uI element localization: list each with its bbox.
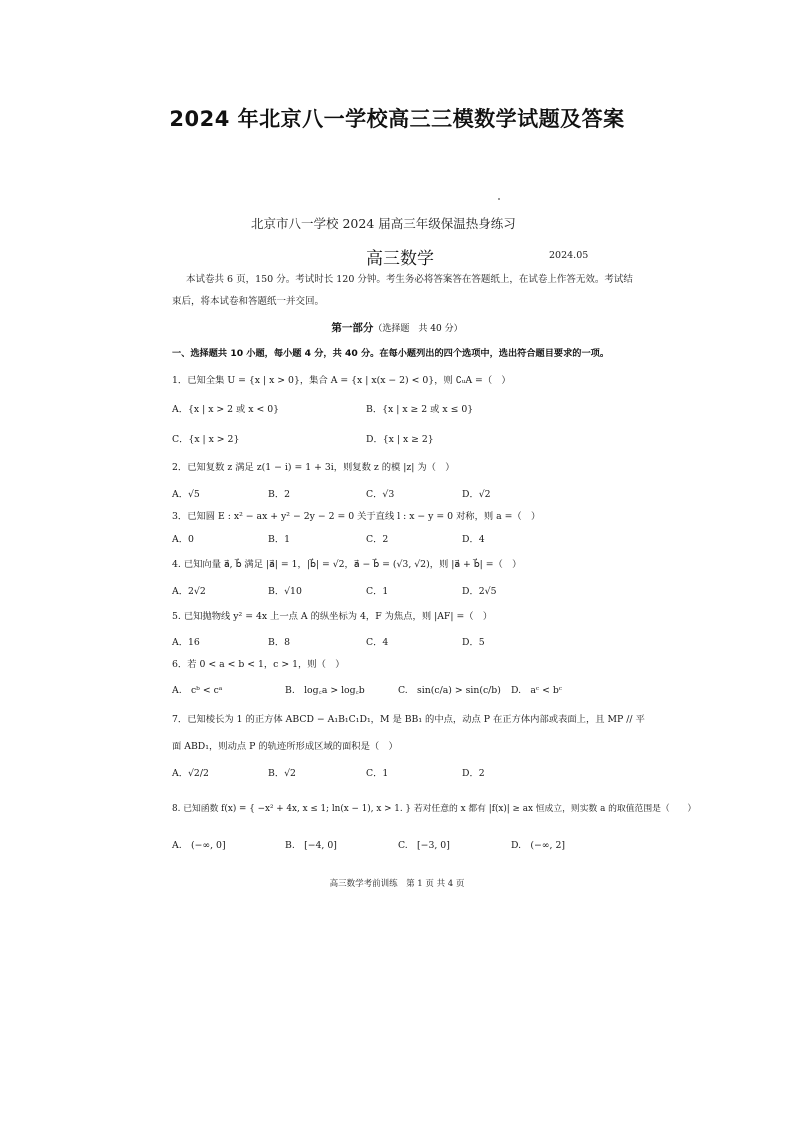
q7-option-c: C．1 xyxy=(366,768,389,779)
q8-option-b: B. [−4, 0] xyxy=(285,840,337,851)
q5-option-c: C．4 xyxy=(366,637,389,648)
question-7-stem: 7．已知棱长为 1 的正方体 ABCD − A₁B₁C₁D₁，M 是 BB₁ 的中点，动点 P 在正方体内部或表面上，且 MP // 平 xyxy=(172,714,645,725)
question-2-stem: 2．已知复数 z 满足 z(1 − i) = 1 + 3i，则复数 z 的模 |z| 为（ ） xyxy=(172,462,455,473)
q4-option-d: D．2√5 xyxy=(462,586,497,597)
q4-option-b: B．√10 xyxy=(268,586,302,597)
q7-option-b: B．√2 xyxy=(268,768,296,779)
q3-option-a: A．0 xyxy=(172,534,194,545)
question-1-stem: 1．已知全集 U = {x | x > 0}，集合 A = {x | x(x − 2) < 0}，则 ∁ᵤA =（ ） xyxy=(172,375,511,386)
instructions: 本试卷共 6 页，150 分。考试时长 120 分钟。考生务必将答案答在答题纸上，在试卷上作答无效。考试结束后，将本试卷和答题纸一并交回。 xyxy=(172,274,633,307)
q1-option-c: C．{x | x > 2} xyxy=(172,434,240,445)
q6-option-a: A. cᵇ < cᵃ xyxy=(172,685,223,696)
question-4-stem: 4. 已知向量 a⃗, b⃗ 满足 |a⃗| = 1，|b⃗| = √2，a⃗ − b⃗ = (√3, √2)，则 |a⃗ + b⃗| =（ ） xyxy=(172,559,522,570)
part-note: （选择题 共 40 分） xyxy=(373,324,463,334)
q1-option-d: D．{x | x ≥ 2} xyxy=(366,434,434,445)
page-title: 2024 年北京八一学校高三三模数学试题及答案 xyxy=(169,107,625,131)
q8-option-d: D. (−∞, 2] xyxy=(511,840,565,851)
q6-option-c: C. sin(c/a) > sin(c/b) xyxy=(398,685,501,696)
page-footer: 高三数学考前训练 第 1 页 共 4 页 xyxy=(329,879,465,889)
q2-option-c: C．√3 xyxy=(366,489,395,500)
q1-option-b: B．{x | x ≥ 2 或 x ≤ 0} xyxy=(366,404,474,415)
q1-option-a: A．{x | x > 2 或 x < 0} xyxy=(172,404,280,415)
q6-option-d: D. aᶜ < bᶜ xyxy=(511,685,563,696)
q3-option-b: B．1 xyxy=(268,534,291,545)
q3-option-d: D．4 xyxy=(462,534,485,545)
q5-option-a: A．16 xyxy=(172,637,200,648)
q6-option-b: B. log꜀a > log꜀b xyxy=(285,685,365,696)
q5-option-b: B．8 xyxy=(268,637,291,648)
q4-option-c: C．1 xyxy=(366,586,389,597)
section-intro: 一、选择题共 10 小题，每小题 4 分，共 40 分。在每小题列出的四个选项中，选出符合题目要求的一项。 xyxy=(172,348,610,359)
q2-option-b: B．2 xyxy=(268,489,291,500)
q5-option-d: D．5 xyxy=(462,637,485,648)
q3-option-c: C．2 xyxy=(366,534,389,545)
subject-title: 高三数学 xyxy=(366,249,434,269)
scan-speck xyxy=(498,198,500,200)
q7-option-a: A．√2/2 xyxy=(172,768,209,779)
exam-date: 2024.05 xyxy=(549,250,589,261)
question-7-stem-continued: 面 ABD₁，则动点 P 的轨迹所形成区域的面积是（ ） xyxy=(172,741,398,752)
question-8-stem: 8. 已知函数 f(x) = { −x² + 4x, x ≤ 1; ln(x − 1), x > 1. } 若对任意的 x 都有 |f(x)| ≥ ax 恒成立，则实数 a 的取值范围是（ ） xyxy=(172,804,697,814)
q2-option-a: A．√5 xyxy=(172,489,200,500)
question-5-stem: 5. 已知抛物线 y² = 4x 上一点 A 的纵坐标为 4，F 为焦点，则 |AF| =（ ） xyxy=(172,611,493,622)
q2-option-d: D．√2 xyxy=(462,489,491,500)
q7-option-d: D．2 xyxy=(462,768,485,779)
q8-option-c: C. [−3, 0] xyxy=(398,840,450,851)
school-line: 北京市八一学校 2024 届高三年级保温热身练习 xyxy=(251,216,516,231)
q4-option-a: A．2√2 xyxy=(172,586,206,597)
part-name: 第一部分 xyxy=(331,322,374,334)
q8-option-a: A. (−∞, 0] xyxy=(172,840,226,851)
part-heading xyxy=(0,320,794,335)
question-3-stem: 3．已知圆 E : x² − ax + y² − 2y − 2 = 0 关于直线 l : x − y = 0 对称，则 a =（ ） xyxy=(172,511,541,522)
question-6-stem: 6．若 0 < a < b < 1，c > 1，则（ ） xyxy=(172,659,345,670)
